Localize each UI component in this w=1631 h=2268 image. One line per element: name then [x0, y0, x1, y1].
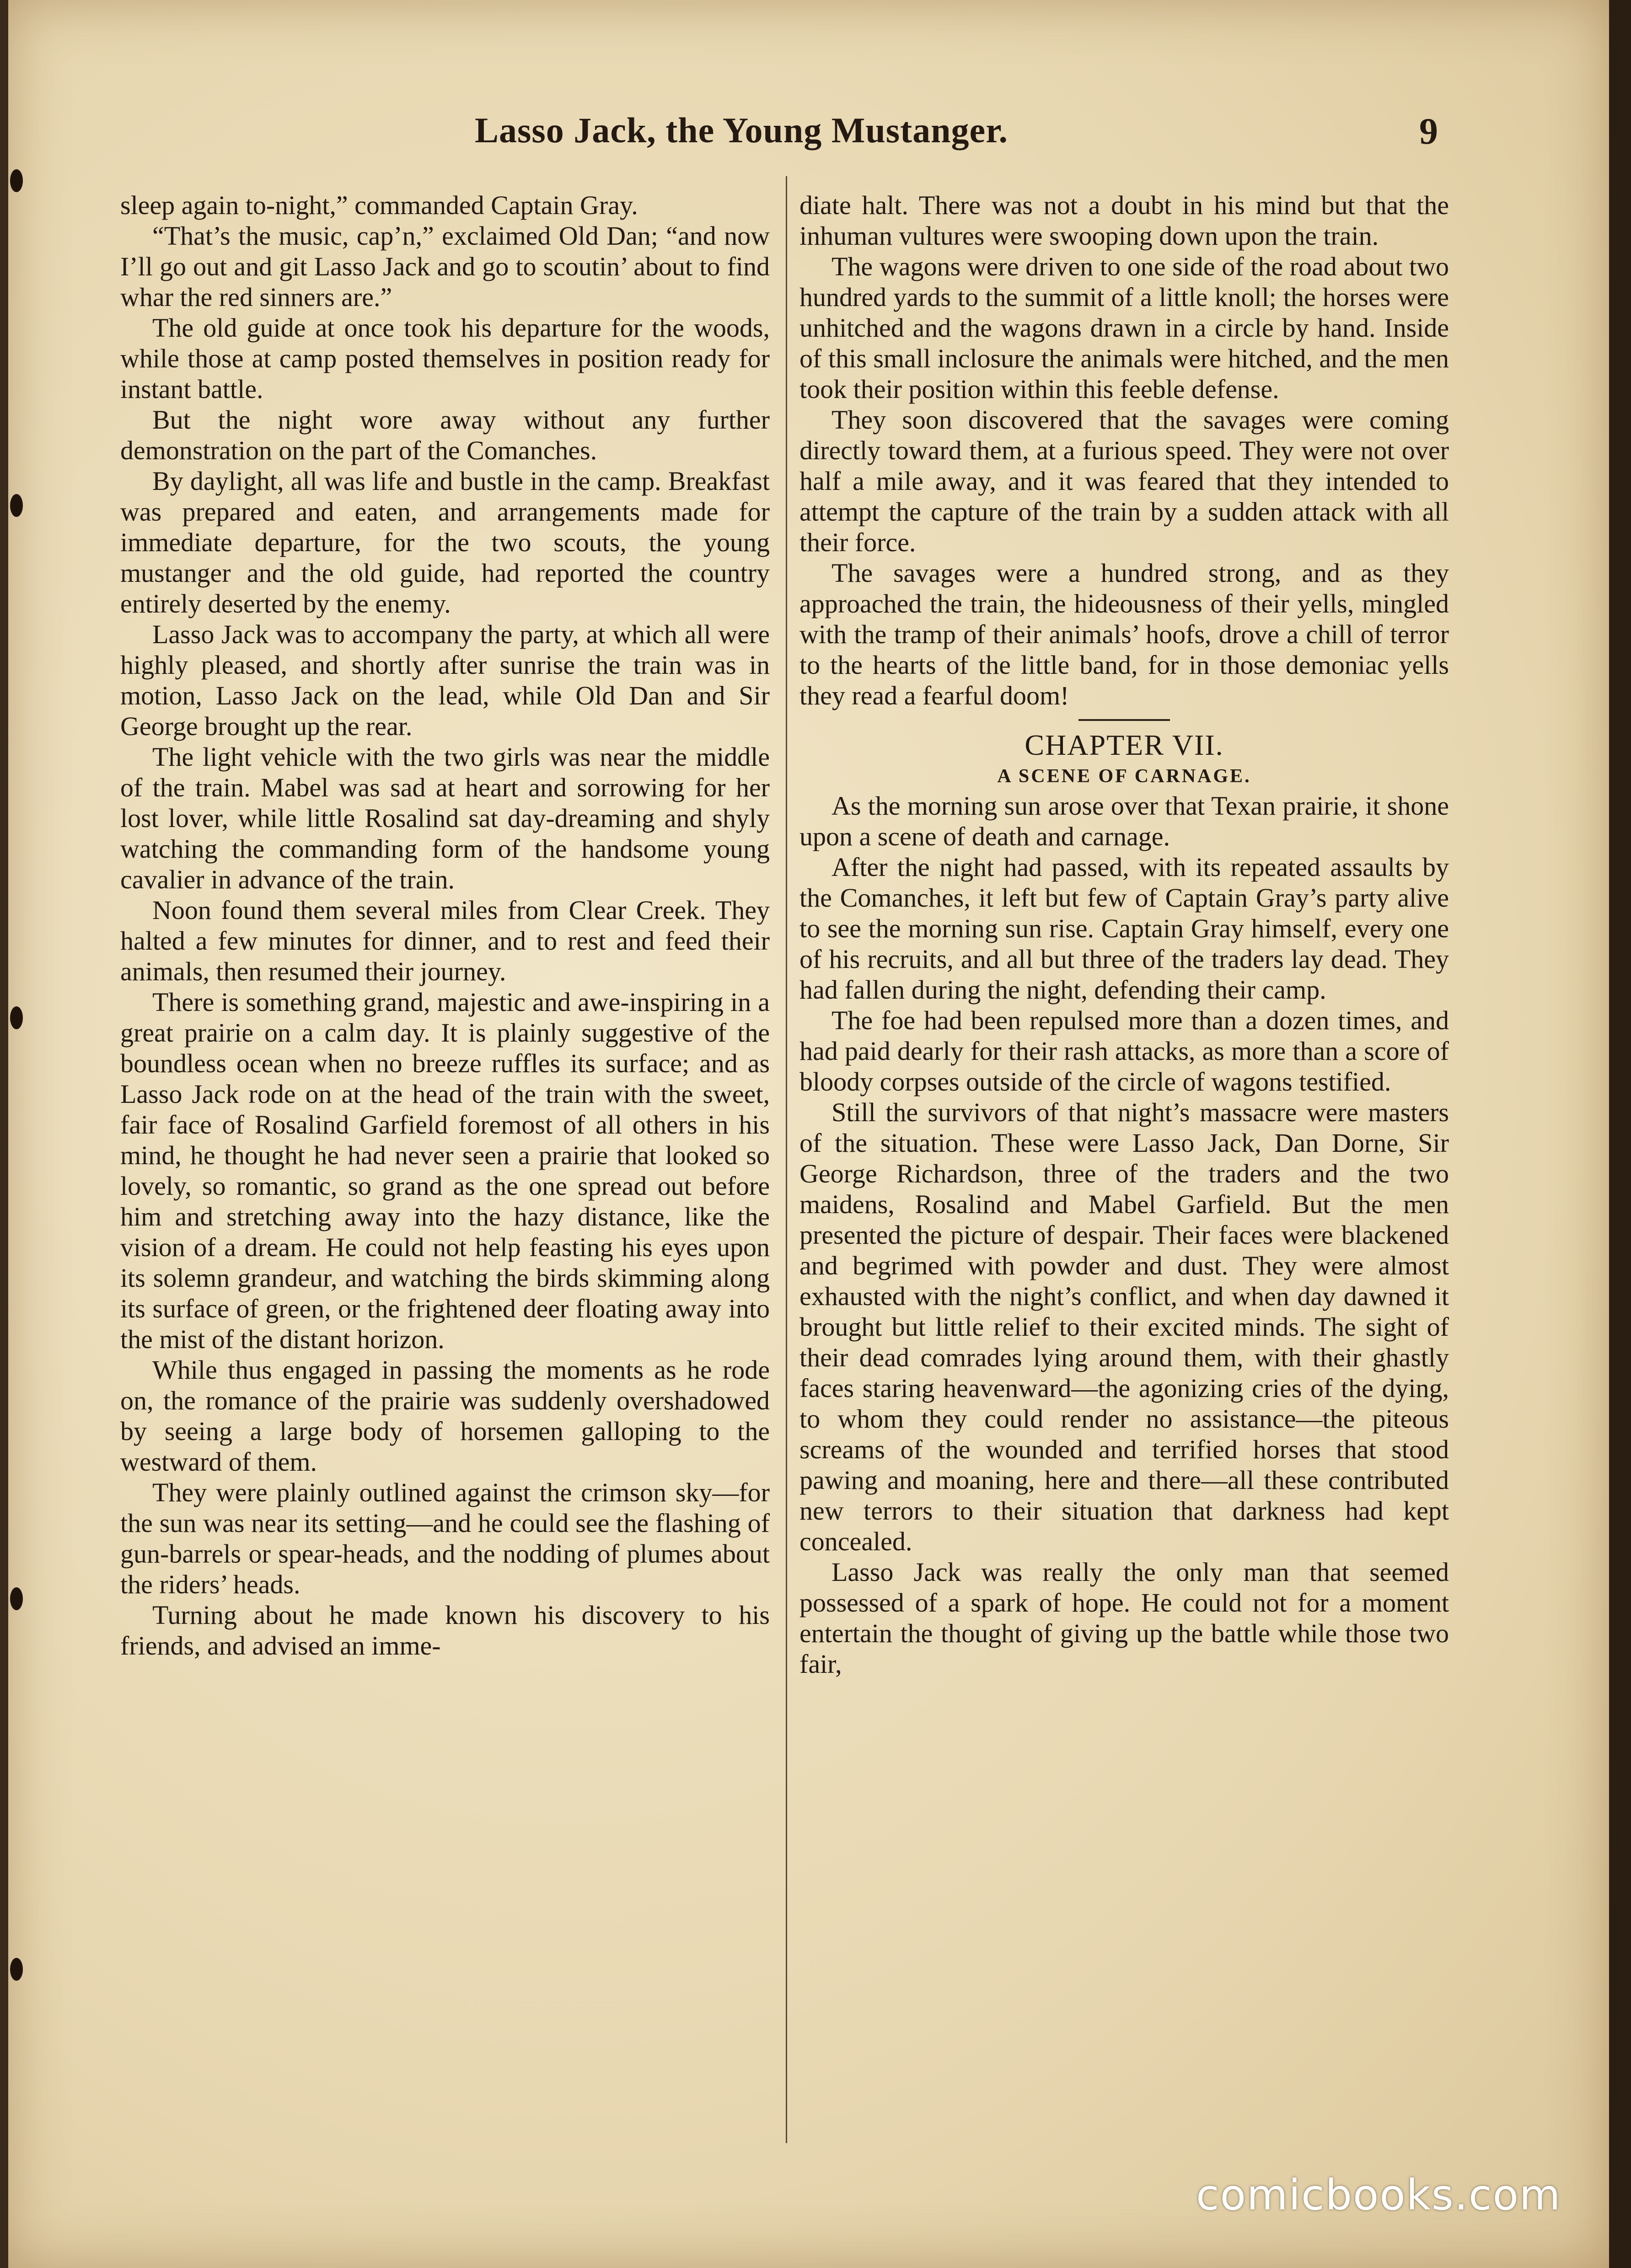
paragraph: The light vehicle with the two girls was near the middle of the train. Mabel was sad at heart and sorrowing for her lost lover, while little Rosalind sat day-dreaming and shyly watching the commanding form of the handsome young cavalier in advance of the train.	[120, 742, 770, 894]
paragraph: There is something grand, majestic and awe-inspiring in a great prairie on a calm day. It is plainly suggestive of the boundless ocean when no breeze ruffles its surface; and as Lasso Jack rode on at the head of the train with the sweet, fair face of Rosalind Garfield foremost of all others in his mind, he thought he had never seen a prairie that looked so lovely, so romantic, so grand as the one spread out before him and stretching away into the hazy distance, like the vision of a dream. He could not help feasting his eyes upon its solemn grandeur, and watching the birds skimming along its surface of green, or the frightened deer floating away into the mist of the distant horizon.	[120, 987, 770, 1354]
paragraph: After the night had passed, with its repeated assaults by the Comanches, it left but few of Captain Gray’s party alive to see the morning sun rise. Captain Gray himself, every one of his recruits, and all but three of the traders lay dead. They had fallen during the night, defending their camp.	[799, 852, 1449, 1005]
paragraph: Noon found them several miles from Clear Creek. They halted a few minutes for dinner, and to rest and feed their animals, then resumed their journey.	[120, 895, 770, 986]
paragraph: Still the survivors of that night’s massacre were masters of the situation. These were Lasso Jack, Dan Dorne, Sir George Richardson, three of the traders and the two maidens, Rosalind and Mabel Garfield. But the men presented the picture of despair. Their faces were blackened and begrimed with powder and dust. They were almost exhausted with the night’s conflict, and when day dawned it brought but little relief to their excited minds. The sight of their dead comrades lying around them, with their ghastly faces staring heavenward—the agonizing cries of the dying, to whom they could render no assistance—the piteous screams of the wounded and terrified horses that stood pawing and moaning, here and there—all these contributed new terrors to their situation that darkness had kept concealed.	[799, 1097, 1449, 1556]
watermark: comicbooks.com	[1196, 2171, 1561, 2220]
binding-hole	[10, 1587, 23, 1610]
paragraph: They soon discovered that the savages were coming directly toward them, at a furious speed. They were not over half a mile away, and it was feared that they intended to attempt the capture of the train by a sudden attack with all their force.	[799, 405, 1449, 557]
paragraph: The old guide at once took his departure for the woods, while those at camp posted themselves in position ready for instant battle.	[120, 313, 770, 404]
paragraph: The foe had been repulsed more than a dozen times, and had paid dearly for their rash attacks, as more than a score of bloody corpses outside of the circle of wagons testified.	[799, 1005, 1449, 1096]
paragraph: diate halt. There was not a doubt in his mind but that the inhuman vultures were swooping down upon the train.	[799, 190, 1449, 251]
paragraph: Turning about he made known his discovery to his friends, and advised an imme-	[120, 1600, 770, 1661]
paragraph: While thus engaged in passing the moments as he rode on, the romance of the prairie was suddenly overshadowed by seeing a large body of horsemen galloping to the westward of them.	[120, 1355, 770, 1477]
paragraph: As the morning sun arose over that Texan prairie, it shone upon a scene of death and carnage.	[799, 791, 1449, 851]
binding-hole	[10, 1958, 23, 1981]
paragraph: But the night wore away without any further demonstration on the part of the Comanches.	[120, 405, 770, 465]
binding-hole	[10, 1006, 23, 1029]
paragraph: “That’s the music, cap’n,” exclaimed Old Dan; “and now I’ll go out and git Lasso Jack and go to scoutin’ about to find whar the red sinners are.”	[120, 221, 770, 312]
binding-hole	[10, 494, 23, 517]
page-header	[8, 110, 1609, 156]
page-number: 9	[1419, 110, 1438, 152]
right-column	[799, 190, 1449, 1679]
page-sheet	[8, 0, 1609, 2268]
paragraph: Lasso Jack was really the only man that seemed possessed of a spark of hope. He could not for a moment entertain the thought of giving up the battle while those two fair,	[799, 1557, 1449, 1679]
paragraph: Lasso Jack was to accompany the party, at which all were highly pleased, and shortly after sunrise the train was in motion, Lasso Jack on the lead, while Old Dan and Sir George brought up the rear.	[120, 619, 770, 741]
running-title: Lasso Jack, the Young Mustanger.	[475, 110, 1009, 150]
chapter-title: CHAPTER VII.	[1025, 729, 1224, 761]
chapter-subtitle: A SCENE OF CARNAGE.	[997, 766, 1251, 787]
binding-edge	[1609, 0, 1631, 2268]
paragraph: The savages were a hundred strong, and as they approached the train, the hideousness of their yells, mingled with the tramp of their animals’ hoofs, drove a chill of terror to the hearts of the little band, for in those demoniac yells they read a fearful doom!	[799, 558, 1449, 710]
binding-holes	[8, 0, 40, 2268]
binding-hole	[10, 169, 23, 192]
chapter-rule	[1078, 719, 1170, 721]
paragraph: By daylight, all was life and bustle in the camp. Breakfast was prepared and eaten, and arrangements made for immediate departure, for the two scouts, the young mustanger and the old guide, had reported the country entirely deserted by the enemy.	[120, 466, 770, 618]
paragraph: sleep again to-night,” commanded Captain Gray.	[120, 190, 638, 220]
paragraph: The wagons were driven to one side of the road about two hundred yards to the summit of a little knoll; the horses were unhitched and the wagons drawn in a circle by hand. Inside of this small inclosure the animals were hitched, and the men took their position within this feeble defense.	[799, 252, 1449, 404]
left-column	[120, 190, 770, 1661]
paragraph: They were plainly outlined against the crimson sky—for the sun was near its setting—and he could see the flashing of gun-barrels or spear-heads, and the nodding of plumes about the riders’ heads.	[120, 1478, 770, 1599]
column-divider	[786, 176, 787, 2143]
